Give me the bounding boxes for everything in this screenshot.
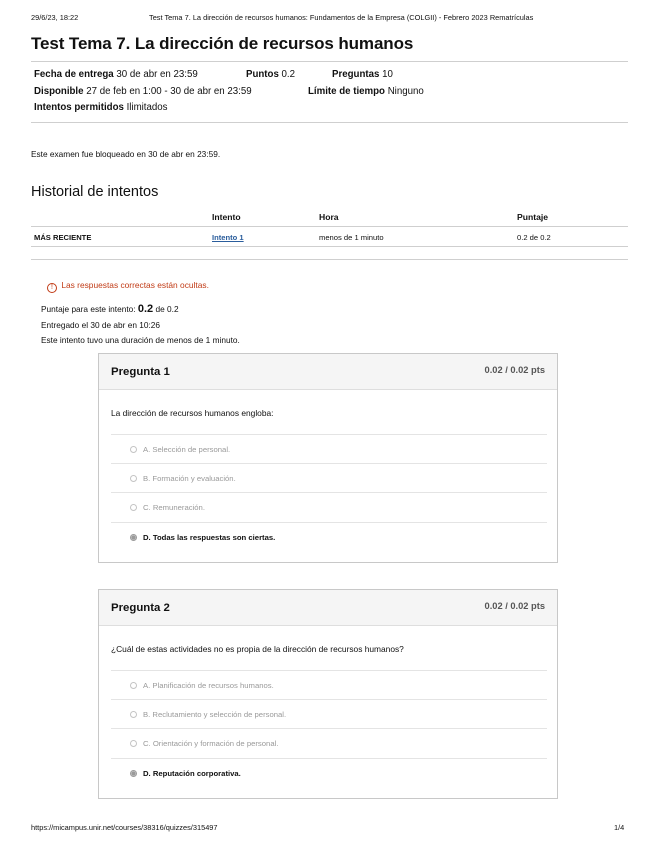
question-header [99, 354, 557, 390]
question-card [98, 353, 558, 563]
answer-option-selected[interactable] [130, 769, 241, 778]
answer-option[interactable] [130, 739, 278, 748]
attempt-score [41, 303, 179, 315]
history-row-tag: MÁS RECIENTE [34, 233, 92, 242]
radio-icon[interactable] [130, 446, 137, 453]
answer-option[interactable] [130, 681, 274, 690]
available-label: Disponible [34, 86, 84, 97]
details-divider [31, 122, 628, 123]
points-label: Puntos [246, 69, 279, 80]
questions-detail [332, 69, 393, 80]
history-row-divider [31, 246, 628, 247]
available-detail [34, 86, 252, 97]
radio-icon[interactable] [130, 475, 137, 482]
question-title: Pregunta 2 [111, 602, 170, 614]
question-card [98, 589, 558, 799]
time-limit-value: Ninguno [387, 86, 424, 97]
questions-label: Preguntas [332, 69, 380, 80]
duration-text: Este intento tuvo una duración de menos de 1 minuto. [41, 335, 240, 345]
option-divider [111, 728, 547, 729]
points-detail [246, 69, 295, 80]
history-col-attempt: Intento [212, 212, 241, 222]
answer-option-label: A. Planificación de recursos humanos. [143, 681, 274, 690]
option-divider [111, 758, 547, 759]
question-text: La dirección de recursos humanos engloba: [111, 408, 274, 418]
available-value: 27 de feb en 1:00 - 30 de abr en 23:59 [86, 86, 252, 97]
answer-option-label: D. Reputación corporativa. [143, 769, 241, 778]
radio-icon[interactable] [130, 740, 137, 747]
history-title: Historial de intentos [31, 184, 159, 200]
answer-option[interactable] [130, 710, 286, 719]
question-header [99, 590, 557, 626]
radio-selected-icon[interactable] [130, 770, 137, 777]
due-value: 30 de abr en 23:59 [116, 69, 198, 80]
score-value: 0.2 [137, 303, 154, 315]
time-limit-detail [308, 86, 424, 97]
question-title: Pregunta 1 [111, 366, 170, 378]
attempts-detail [34, 102, 168, 113]
title-divider [31, 61, 628, 62]
print-doc-title: Test Tema 7. La dirección de recursos humanos: Fundamentos de la Empresa (COLGII) - Febrero 2023 Rematrículas [149, 13, 534, 22]
option-divider [111, 463, 547, 464]
history-row-time: menos de 1 minuto [319, 233, 384, 242]
option-divider [111, 670, 547, 671]
score-prefix: Puntaje para este intento: [41, 304, 136, 314]
option-divider [111, 492, 547, 493]
history-col-score: Puntaje [517, 212, 549, 222]
answer-option-label: A. Selección de personal. [143, 445, 231, 454]
radio-icon[interactable] [130, 504, 137, 511]
option-divider [111, 699, 547, 700]
radio-icon[interactable] [130, 682, 137, 689]
option-divider [111, 522, 547, 523]
question-points: 0.02 / 0.02 pts [484, 601, 545, 611]
locked-notice: Este examen fue bloqueado en 30 de abr en 23:59. [31, 149, 221, 159]
time-limit-label: Límite de tiempo [308, 86, 385, 97]
history-bottom-divider [31, 259, 628, 260]
history-row-score: 0.2 de 0.2 [517, 233, 551, 242]
attempts-label: Intentos permitidos [34, 102, 124, 113]
answers-hidden-notice [47, 280, 209, 293]
print-date: 29/6/23, 18:22 [31, 13, 79, 22]
answer-option-label: C. Remuneración. [143, 503, 205, 512]
answer-option-label: D. Todas las respuestas son ciertas. [143, 533, 276, 542]
answer-option[interactable] [130, 445, 230, 454]
question-text: ¿Cuál de estas actividades no es propia de la dirección de recursos humanos? [111, 644, 404, 654]
score-suffix: de 0.2 [155, 304, 179, 314]
radio-icon[interactable] [130, 711, 137, 718]
page-title: Test Tema 7. La dirección de recursos humanos [31, 34, 414, 53]
submitted-text: Entregado el 30 de abr en 10:26 [41, 320, 161, 330]
footer-url: https://micampus.unir.net/courses/38316/quizzes/315497 [31, 823, 218, 832]
answer-option-label: C. Orientación y formación de personal. [143, 739, 279, 748]
option-divider [111, 434, 547, 435]
print-header [31, 13, 606, 25]
questions-value: 10 [382, 69, 393, 80]
page-number: 1/4 [614, 823, 625, 832]
attempts-value: Ilimitados [126, 102, 168, 113]
answer-option-selected[interactable] [130, 533, 275, 542]
question-points: 0.02 / 0.02 pts [484, 365, 545, 375]
history-col-time: Hora [319, 212, 339, 222]
warning-icon: ! [47, 283, 57, 293]
answer-option-label: B. Reclutamiento y selección de personal. [143, 710, 287, 719]
answer-option[interactable] [130, 503, 205, 512]
points-value: 0.2 [281, 69, 295, 80]
history-header-divider [31, 226, 628, 227]
due-label: Fecha de entrega [34, 69, 114, 80]
radio-selected-icon[interactable] [130, 534, 137, 541]
attempt-link[interactable]: Intento 1 [212, 233, 244, 242]
answer-option-label: B. Formación y evaluación. [143, 474, 236, 483]
answer-option[interactable] [130, 474, 236, 483]
quiz-details-row-1 [34, 69, 198, 80]
answers-hidden-text: Las respuestas correctas están ocultas. [61, 280, 209, 290]
